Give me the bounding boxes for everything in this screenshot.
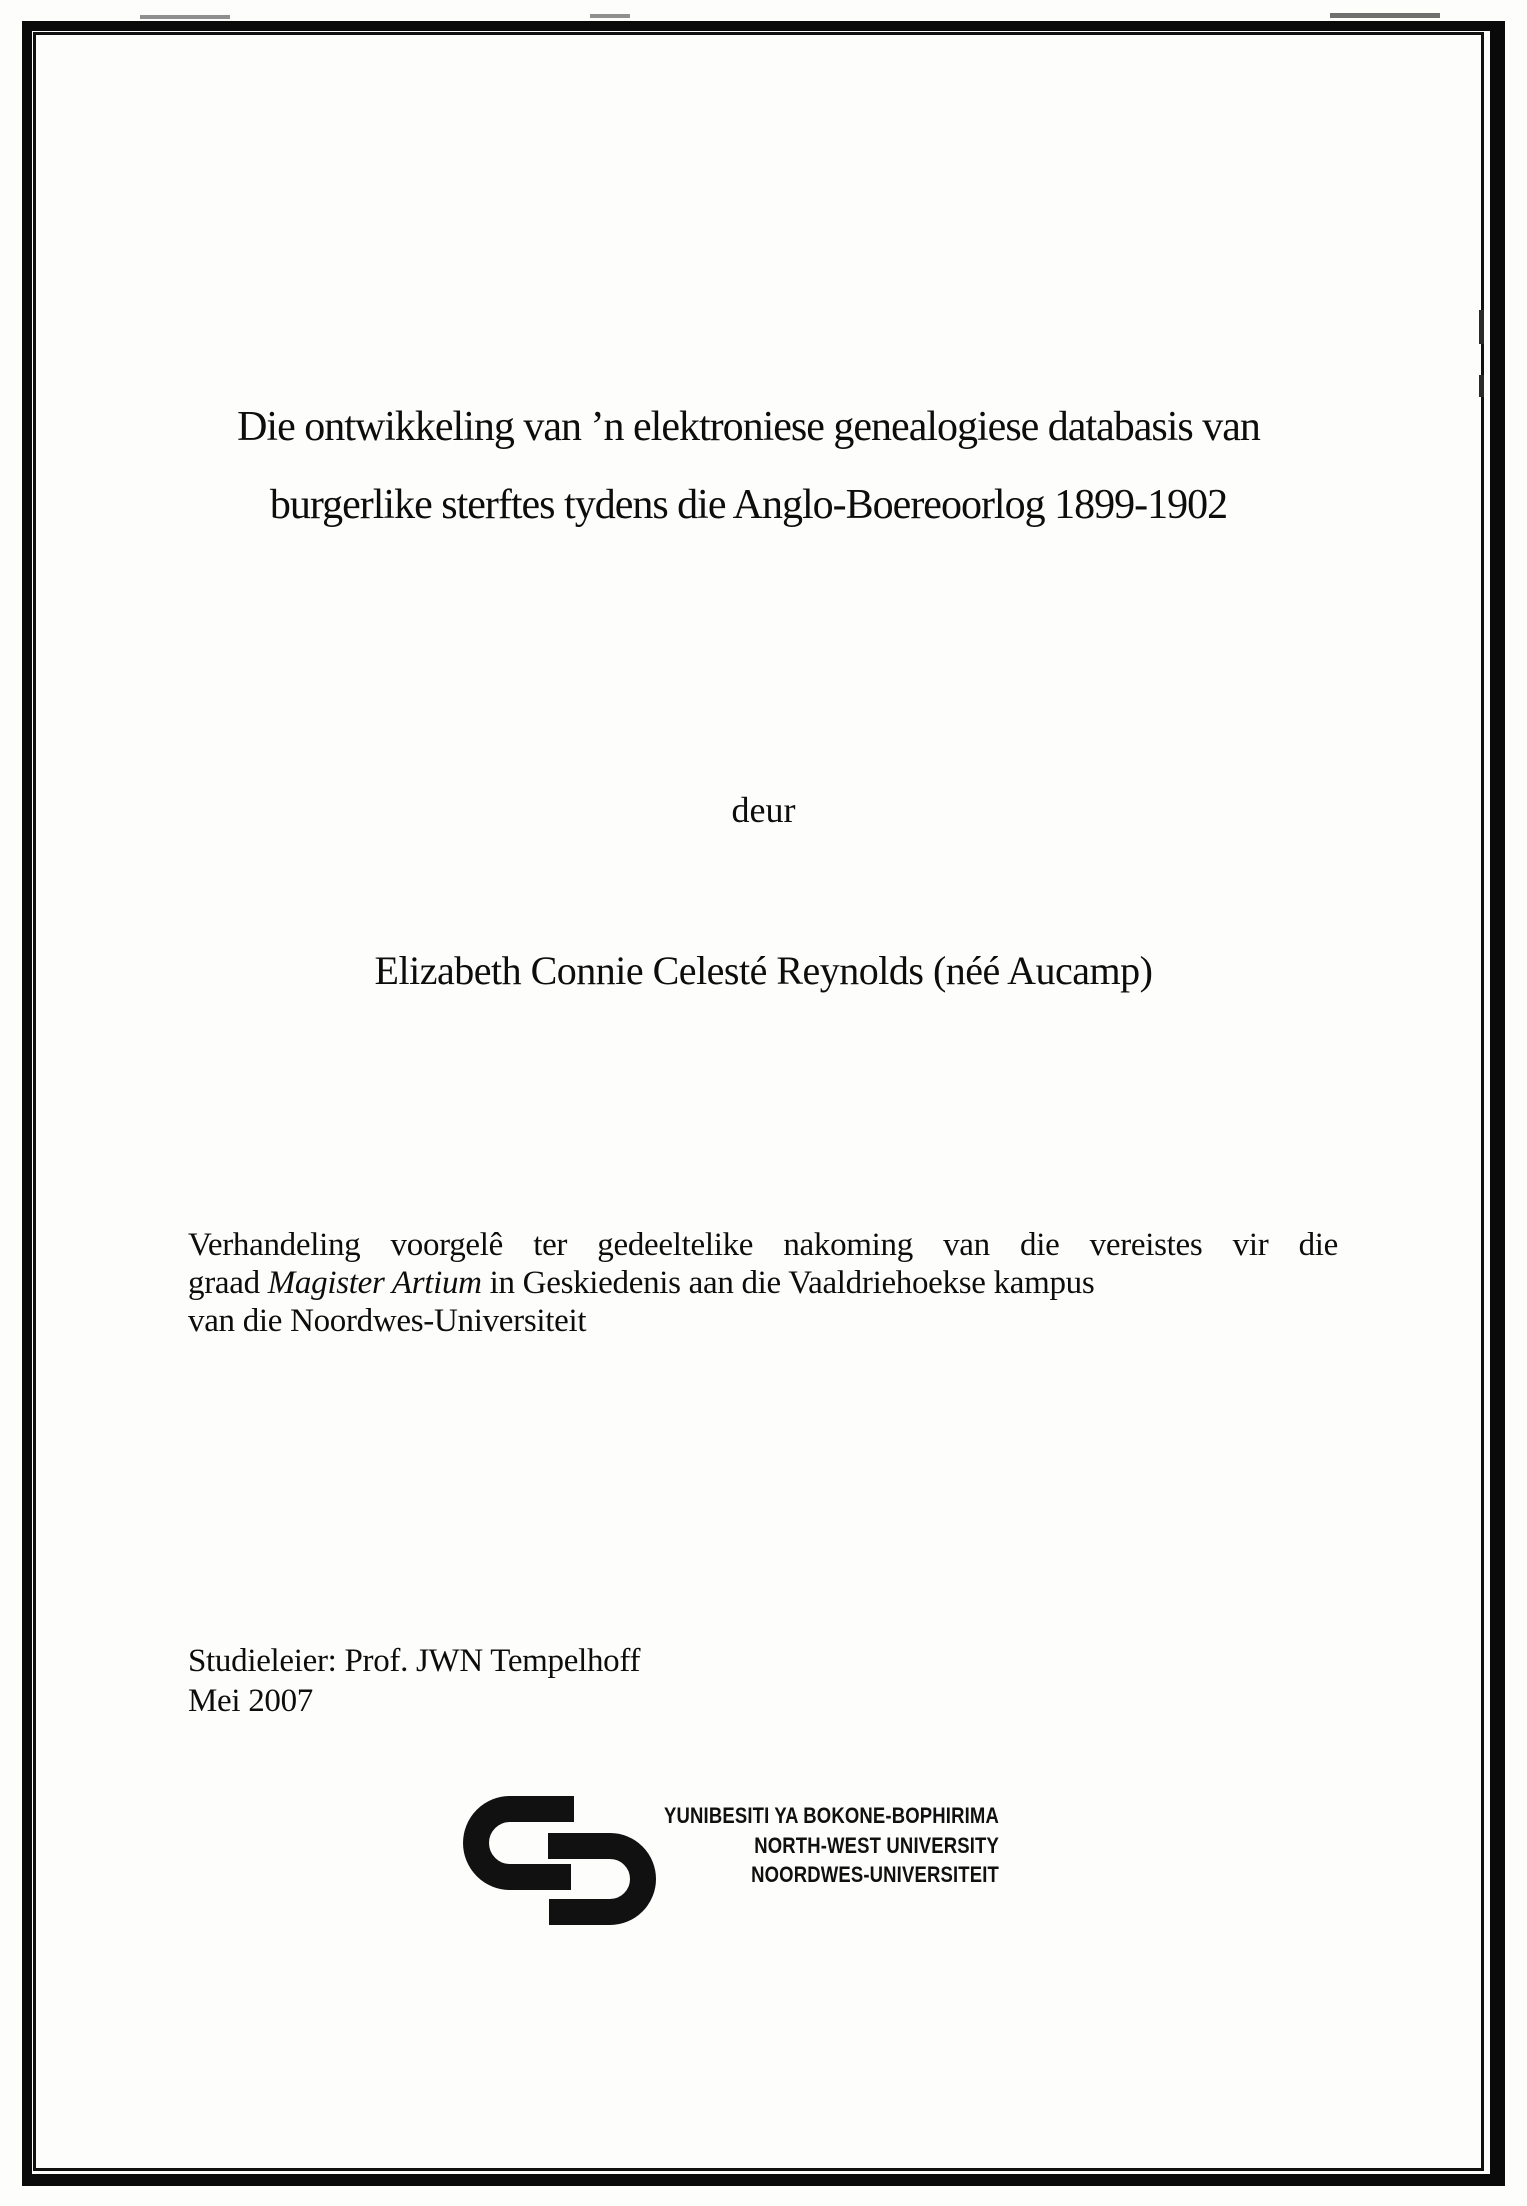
scan-artifact [590,14,630,18]
date-line: Mei 2007 [188,1683,314,1719]
declaration-line3: van die Noordwes-Universiteit [188,1303,587,1339]
declaration-paragraph [188,1226,1338,1340]
scan-artifact [140,15,230,19]
declaration-line2-suffix: in Geskiedenis aan die Vaaldriehoekse kampus [481,1265,1095,1301]
declaration-line2 [188,1264,1338,1302]
university-logo [462,1793,1082,1938]
declaration-line2-prefix: graad [188,1265,268,1301]
declaration-line2-degree-italic: Magister Artium [267,1265,482,1301]
supervisor-block [188,1641,640,1721]
logo-line-afrikaans: NOORDWES-UNIVERSITEIT [751,1862,999,1887]
thesis-title-line2: burgerlike sterftes tydens die Anglo-Boereoorlog 1899-1902 [269,482,1228,528]
scan-artifact [1330,13,1440,18]
logo-line-setswana: YUNIBESITI YA BOKONE-BOPHIRIMA [664,1803,999,1828]
scan-artifact [1479,310,1484,344]
declaration-line1: Verhandeling voorgelê ter gedeeltelike nakoming van die vereistes vir die [188,1227,1338,1263]
thesis-title [0,388,1497,544]
nwu-interlocking-links-logo-icon [462,1795,658,1928]
author-name: Elizabeth Connie Celesté Reynolds (néé Aucamp) [374,948,1153,993]
logo-line-english: NORTH-WEST UNIVERSITY [754,1832,999,1858]
supervisor-line: Studieleier: Prof. JWN Tempelhoff [188,1643,641,1679]
university-logo-text [663,1801,999,1890]
byline-label: deur [731,790,796,830]
thesis-title-line1: Die ontwikkeling van ’n elektroniese genealogiese databasis van [237,404,1260,450]
